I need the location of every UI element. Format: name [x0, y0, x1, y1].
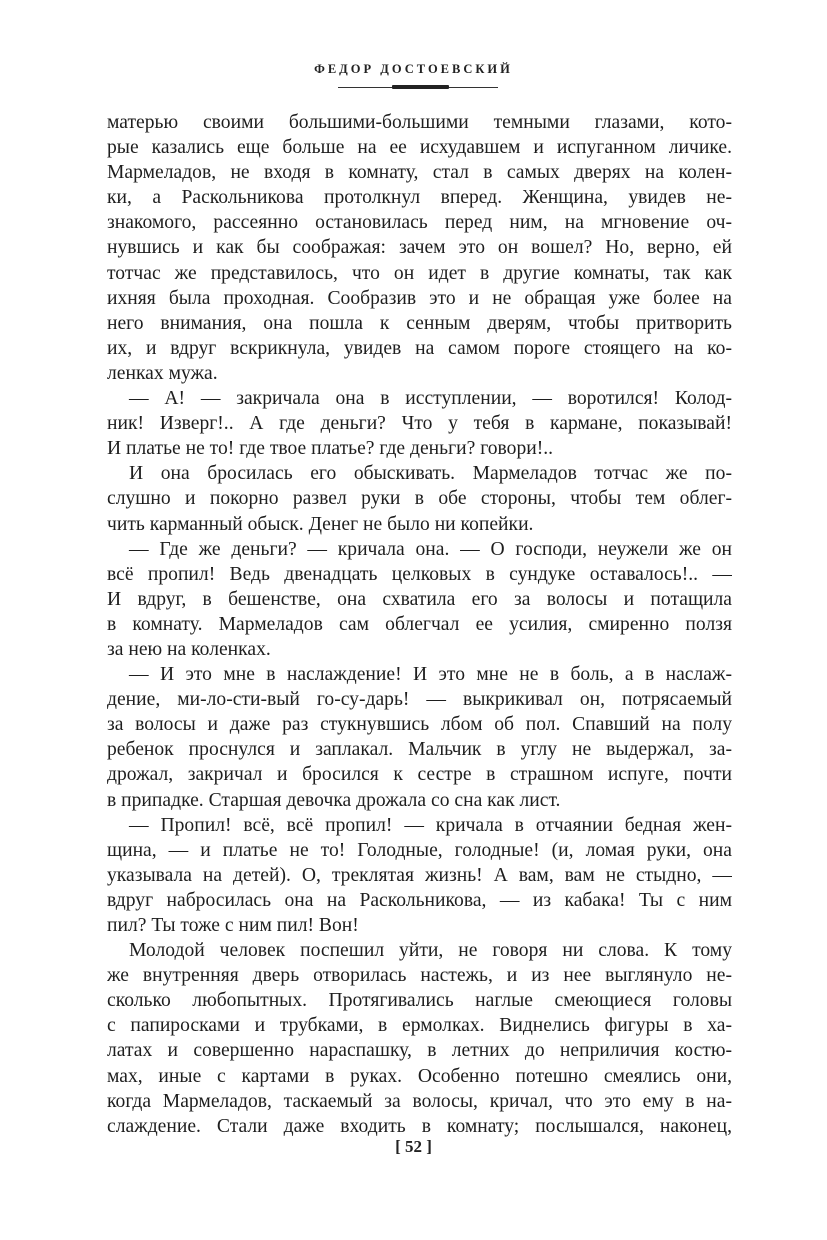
text-line: мах, иные с картами в руках. Особенно потешно смеялись они,	[107, 1065, 732, 1087]
running-head-author: ФЕДОР ДОСТОЕВСКИЙ	[314, 62, 513, 76]
text-line: за нею на коленках.	[107, 638, 271, 660]
text-line: слаждение. Стали даже входить в комнату; послышался, наконец,	[107, 1115, 732, 1137]
text-line: же внутренняя дверь отворилась настежь, и из нее выглянуло не-	[107, 965, 732, 987]
text-line: щина, — и платье не то! Голодные, голодные! (и, ломая руки, она	[107, 839, 732, 861]
text-line: матерью своими большими-большими темными глазами, кото-	[107, 112, 732, 133]
text-line: И платье не то! где твое платье? где деньги? говори!..	[107, 438, 554, 460]
page-number: [ 52 ]	[395, 1137, 432, 1156]
text-line: с папиросками и трубками, в ермолках. Виднелись фигуры в ха-	[107, 1015, 732, 1037]
text-line: нувшись и как бы соображая: зачем это он вошел? Но, верно, ей	[107, 237, 732, 259]
text-line: сколько любопытных. Протягивались наглые смеющиеся головы	[107, 990, 732, 1012]
text-line: ребенок проснулся и заплакал. Мальчик в углу не выдержал, за-	[107, 739, 732, 761]
text-line: рые казались еще больше на ее исхудавшем и испуганном личике.	[107, 137, 732, 159]
text-line: ки, а Раскольникова протолкнул вперед. Женщина, увидев не-	[107, 187, 732, 209]
text-line: латах и совершенно нараспашку, в летних до неприличия костю-	[107, 1040, 732, 1062]
text-line: — Пропил! всё, всё пропил! — кричала в отчаянии бедная жен-	[129, 814, 732, 836]
text-line: в припадке. Старшая девочка дрожала со сна как лист.	[107, 789, 561, 811]
text-line: ихняя была проходная. Сообразив это и не обращая уже более на	[107, 287, 732, 309]
text-line: чить карманный обыск. Денег не было ни копейки.	[107, 513, 534, 535]
text-line: И вдруг, в бешенстве, она схватила его за волосы и потащила	[107, 588, 732, 610]
text-line: их, и вдруг вскрикнула, увидев на самом пороге стоящего на ко-	[107, 337, 732, 359]
text-line: — Где же деньги? — кричала она. — О господи, неужели же он	[129, 538, 732, 560]
header-rule-ornament	[392, 85, 449, 89]
text-line: Мармеладов, не входя в комнату, стал в самых дверях на колен-	[107, 162, 732, 184]
text-line: слушно и покорно развел руки в обе стороны, чтобы тем облег-	[107, 488, 732, 510]
text-line: ник! Изверг!.. А где деньги? Что у тебя в кармане, показывай!	[107, 413, 732, 435]
text-line: И она бросилась его обыскивать. Мармеладов тотчас же по-	[129, 463, 732, 485]
text-line: — И это мне в наслаждение! И это мне не в боль, а в наслаж-	[129, 664, 732, 686]
body-text	[107, 110, 732, 1139]
text-line: всё пропил! Ведь двенадцать целковых в сундуке оставалось!.. —	[107, 563, 732, 585]
text-line: него внимания, она пошла к сенным дверям, чтобы притворить	[107, 312, 732, 334]
text-line: за волосы и даже раз стукнувшись лбом об пол. Спавший на полу	[107, 714, 732, 736]
text-line: указывала на детей). О, треклятая жизнь! А вам, вам не стыдно, —	[107, 864, 732, 886]
text-line: пил? Ты тоже с ним пил! Вон!	[107, 915, 359, 936]
text-line: дрожал, закричал и бросился к сестре в страшном испуге, почти	[107, 764, 732, 786]
text-line: в комнату. Мармеладов сам облегчал ее усилия, смиренно ползя	[107, 613, 732, 635]
text-line: ленках мужа.	[107, 362, 218, 384]
text-line: — А! — закричала она в исступлении, — воротился! Колод-	[129, 388, 732, 410]
text-line: вдруг набросилась она на Раскольникова, — из кабака! Ты с ним	[107, 889, 732, 911]
text-line: тотчас же представилось, что он идет в другие комнаты, так как	[107, 262, 732, 284]
text-line: дение, ми-ло-сти-вый го-су-дарь! — выкрикивал он, потрясаемый	[107, 689, 732, 711]
text-line: знакомого, рассеянно остановилась перед ним, на мгновение оч-	[107, 212, 732, 234]
text-line: Молодой человек поспешил уйти, не говоря ни слова. К тому	[129, 940, 732, 962]
text-line: когда Мармеладов, таскаемый за волосы, кричал, что это ему в на-	[107, 1090, 732, 1112]
